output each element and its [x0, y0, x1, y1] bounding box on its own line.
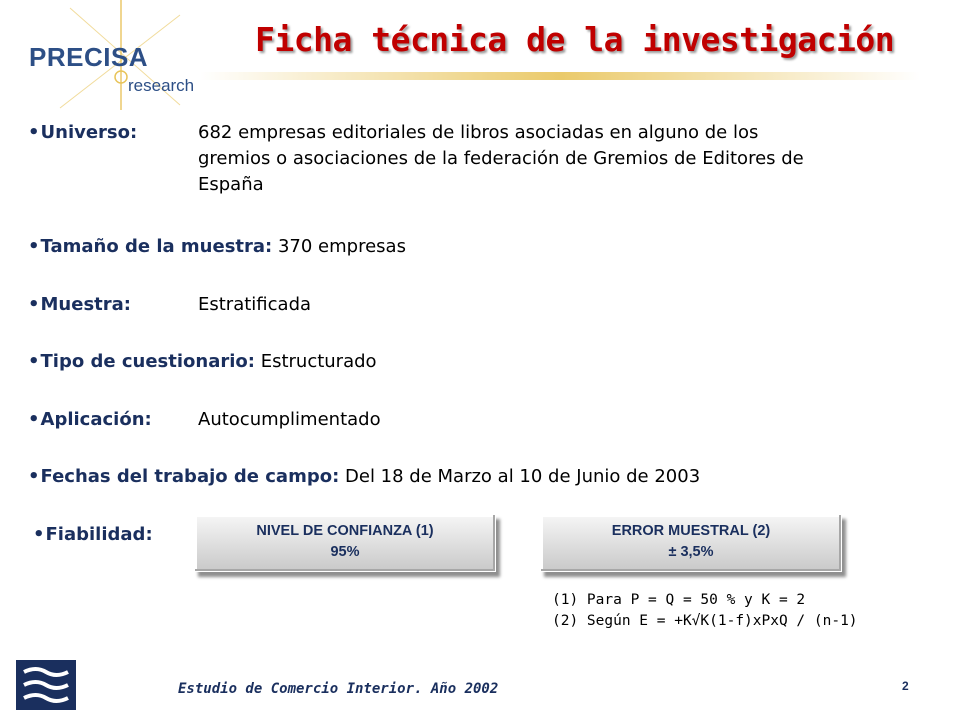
footer-text: Estudio de Comercio Interior. Año 2002	[178, 681, 499, 697]
box-value: 95%	[330, 544, 360, 560]
item-fechas	[28, 464, 700, 490]
title-rule	[200, 62, 920, 92]
item-label: Muestra:	[40, 294, 131, 315]
item-tamano-muestra	[28, 234, 406, 260]
value-line: 682 empresas editoriales de libros asociadas en alguno de los	[198, 122, 759, 143]
bullet: •	[28, 351, 40, 372]
item-label: Tipo de cuestionario:	[40, 351, 255, 372]
logo-subtitle: research	[128, 76, 195, 95]
box-value: ± 3,5%	[668, 544, 714, 560]
box-title: ERROR MUESTRAL (2)	[611, 523, 771, 539]
item-muestra	[28, 292, 131, 318]
bullet: •	[28, 466, 40, 487]
logo-title: PRECISA	[29, 42, 149, 72]
bullet: •	[28, 122, 40, 143]
value-line: España	[198, 174, 264, 195]
item-label: Tamaño de la muestra:	[40, 236, 273, 257]
item-label: Fechas del trabajo de campo:	[40, 466, 340, 487]
page-title: Ficha técnica de la investigación	[255, 20, 895, 59]
item-label: Fiabilidad:	[45, 524, 153, 545]
confidence-level-box	[194, 514, 496, 572]
bullet: •	[28, 409, 40, 430]
item-value: Del 18 de Marzo al 10 de Junio de 2003	[345, 466, 701, 487]
item-label: Universo:	[40, 122, 138, 143]
item-aplicacion	[28, 407, 152, 433]
bullet: •	[28, 294, 40, 315]
precisa-logo	[0, 0, 240, 110]
footnote: (2) Según E = +K√K(1-f)xPxQ / (n-1)	[552, 613, 858, 629]
sampling-error-box	[540, 514, 842, 572]
box-title: NIVEL DE CONFIANZA (1)	[256, 523, 434, 539]
bullet: •	[33, 524, 45, 545]
value-line: gremios o asociaciones de la federación de Gremios de Editores de	[198, 148, 804, 169]
item-tipo-cuestionario	[28, 349, 377, 375]
item-universo-value	[198, 120, 958, 198]
item-fiabilidad	[33, 522, 153, 548]
footnote: (1) Para P = Q = 50 % y K = 2	[552, 592, 806, 608]
page-number: 2	[902, 679, 909, 693]
item-label: Aplicación:	[40, 409, 152, 430]
item-universo	[28, 120, 137, 146]
bullet: •	[28, 236, 40, 257]
item-aplicacion-value: Autocumplimentado	[198, 409, 381, 430]
item-value: 370 empresas	[277, 236, 406, 257]
footer-logo-icon	[16, 660, 76, 710]
item-muestra-value: Estratificada	[198, 294, 312, 315]
item-value: Estructurado	[260, 351, 377, 372]
footnotes	[552, 590, 858, 632]
